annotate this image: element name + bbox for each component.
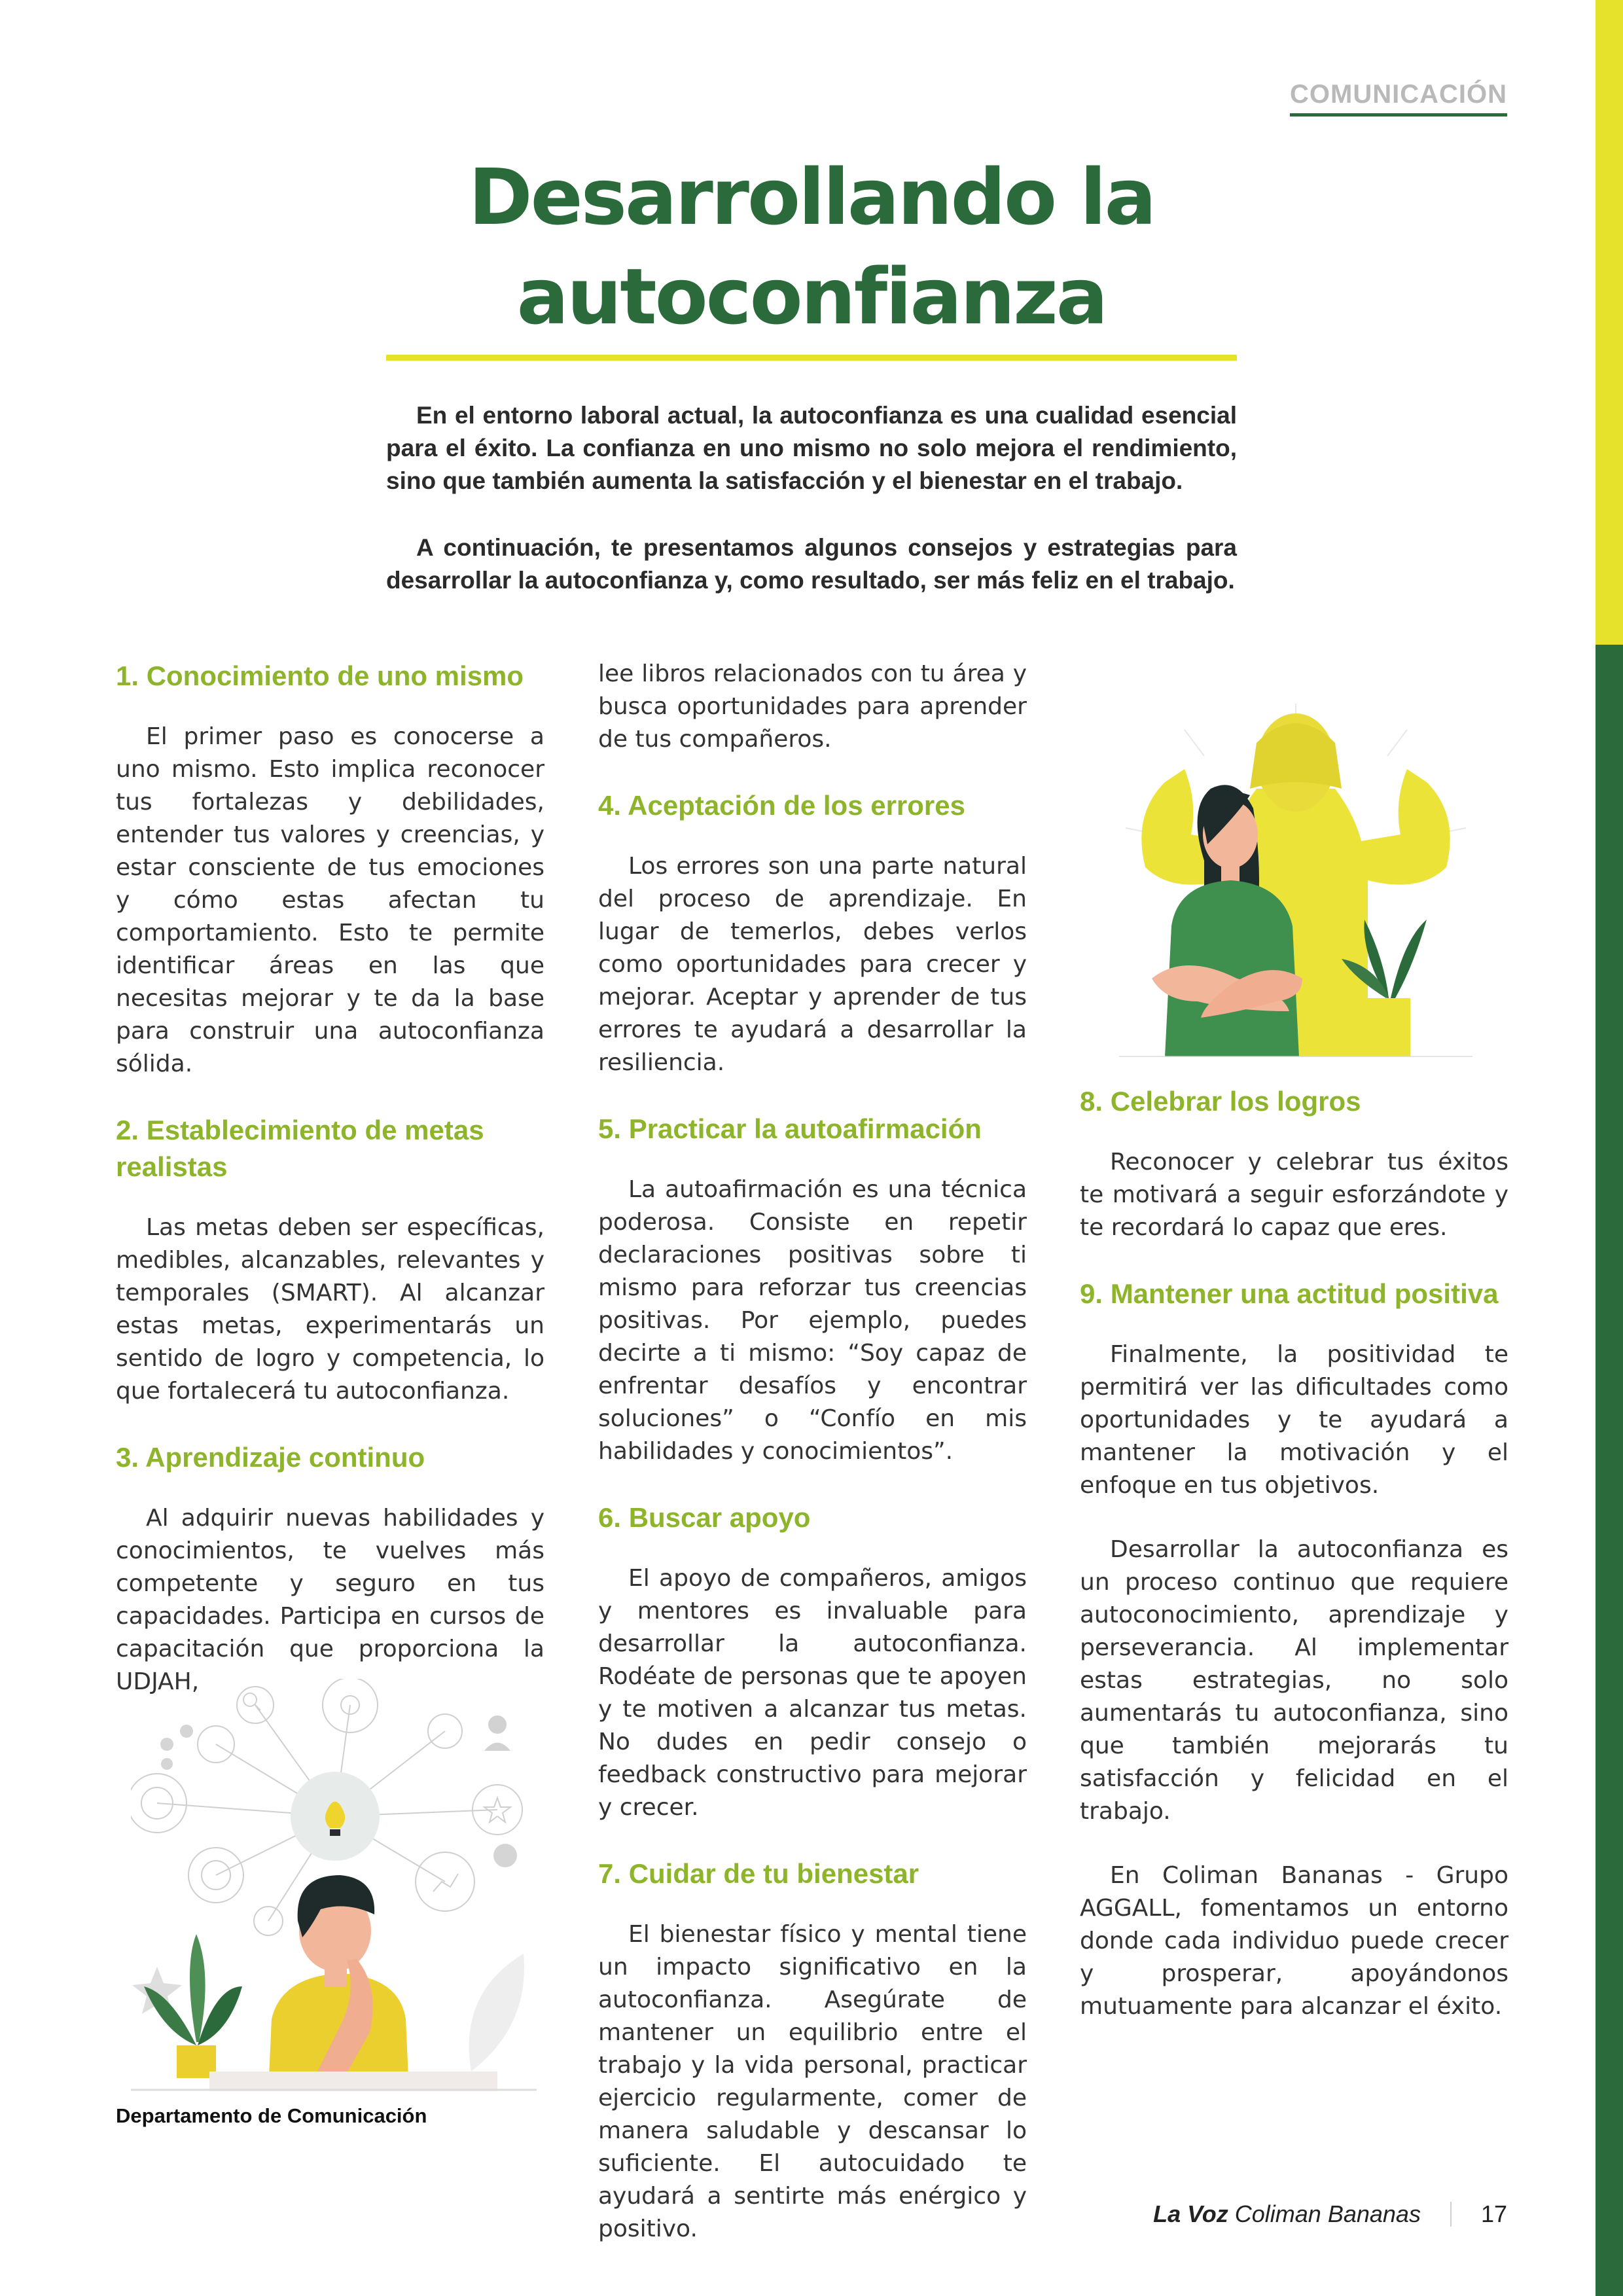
section-text-2: Las metas deben ser específicas, medibles, alcanzables, relevantes y temporales (SMART). Al alcanzar estas metas, experimentarás un sentido de logro y competencia, lo que fortalecerá tu autoconfianza. <box>116 1214 544 1405</box>
title-underline <box>386 355 1237 361</box>
section-heading-7: 7. Cuidar de tu bienestar <box>598 1858 919 1889</box>
section-heading-9: 9. Mantener una actitud positiva <box>1080 1278 1499 1309</box>
section-heading-4: 4. Aceptación de los errores <box>598 790 965 821</box>
footer-divider <box>1450 2202 1452 2227</box>
closing-paragraph-2: En Coliman Bananas - Grupo AGGALL, fomentamos un entorno donde cada individuo puede crecer y prosperar, apoyándonos mutuamente para alcanzar el éxito. <box>1080 1862 1508 2020</box>
section-heading-1: 1. Conocimiento de uno mismo <box>116 660 524 691</box>
closing-paragraph-1: Desarrollar la autoconfianza es un proceso continuo que requiere autoconocimiento, aprendizaje y perseverancia. Al implementar estas estrategias, no solo aumentarás tu autoconfianza, sino que también mejorarás tu satisfacción y felicidad en el trabajo. <box>1080 1536 1508 1825</box>
column-3 <box>1080 1083 1508 2054</box>
page-footer <box>1153 2200 1507 2228</box>
magazine-name-bold: La Voz <box>1153 2200 1228 2227</box>
column-1 <box>116 658 544 1730</box>
section-heading-2: 2. Establecimiento de metas realistas <box>116 1115 484 1182</box>
section-heading-6: 6. Buscar apoyo <box>598 1502 811 1533</box>
section-text-3: Al adquirir nuevas habilidades y conocimientos, te vuelves más competente y seguro en tus capacidades. Participa en cursos de capacitación que proporciona la UDJAH, <box>116 1505 544 1695</box>
section-text-3-continued: lee libros relacionados con tu área y busca oportunidades para aprender de tus compañeros. <box>598 660 1027 753</box>
intro-paragraph-1: En el entorno laboral actual, la autoconfianza es una cualidad esencial para el éxito. La confianza en uno mismo no solo mejora el rendimiento, sino que también aumenta la satisfacción y el bienestar en el trabajo. <box>386 402 1237 494</box>
section-tag: COMUNICACIÓN <box>1290 80 1507 117</box>
section-text-7: El bienestar físico y mental tiene un impacto significativo en la autoconfianza. Asegúrate de mantener un equilibrio entre el trabajo y la vida personal, practicar ejercicio regularmente, comer de manera saludable y descansar lo suficiente. El autocuidado te ayudará a sentirte más enérgico y positivo. <box>598 1921 1027 2242</box>
section-text-4: Los errores son una parte natural del proceso de aprendizaje. En lugar de temerlos, debes verlos como oportunidades para crecer y mejorar. Aceptar y aprender de tus errores te ayudará a desarrollar la resiliencia. <box>598 853 1027 1076</box>
confident-woman-illustration <box>1106 704 1486 1057</box>
section-text-5: La autoafirmación es una técnica poderosa. Consiste en repetir declaraciones positivas sobre ti mismo para reforzar tus creencias positivas. Por ejemplo, puedes decirte a ti mismo: “Soy capaz de enfrentar desafíos y encontrar soluciones” o “Confío en mis habilidades y conocimientos”. <box>598 1176 1027 1465</box>
intro-paragraph-2: A continuación, te presentamos algunos consejos y estrategias para desarrollar la autoconfianza y, como resultado, ser más feliz en el trabajo. <box>386 534 1237 594</box>
section-heading-3: 3. Aprendizaje continuo <box>116 1442 425 1473</box>
section-text-8: Reconocer y celebrar tus éxitos te motivará a seguir esforzándote y te recordará lo capaz que eres. <box>1080 1149 1508 1241</box>
column-2 <box>598 658 1027 2277</box>
section-heading-5: 5. Practicar la autoafirmación <box>598 1113 982 1144</box>
author-credit: Departamento de Comunicación <box>116 2104 427 2127</box>
magazine-name-rest: Coliman Bananas <box>1228 2200 1421 2227</box>
page-title: Desarrollando la autoconfianza <box>468 152 1155 342</box>
side-bar-green <box>1596 645 1623 2296</box>
section-text-1: El primer paso es conocerse a uno mismo. Esto implica reconocer tus fortalezas y debilidades, entender tus valores y creencias, y estar consciente de tus emociones y cómo estas afectan tu comportamiento. Esto te permite identificar áreas en las que necesitas mejorar y te da la base para construir una autoconfianza sólida. <box>116 723 544 1077</box>
page-number: 17 <box>1480 2200 1507 2227</box>
thinking-man-illustration <box>131 1679 537 2091</box>
section-text-6: El apoyo de compañeros, amigos y mentores es invaluable para desarrollar la autoconfianza. Rodéate de personas que te apoyen y te motiven a alcanzar tus metas. No dudes en pedir consejo o feedback constructivo para mejorar y crecer. <box>598 1565 1027 1821</box>
section-text-9: Finalmente, la positividad te permitirá ver las dificultades como oportunidades y te ayudará a mantener la motivación y el enfoque en tus objetivos. <box>1080 1341 1508 1499</box>
magazine-name <box>1153 2200 1421 2228</box>
side-bar-yellow <box>1596 0 1623 645</box>
section-heading-8: 8. Celebrar los logros <box>1080 1086 1361 1117</box>
